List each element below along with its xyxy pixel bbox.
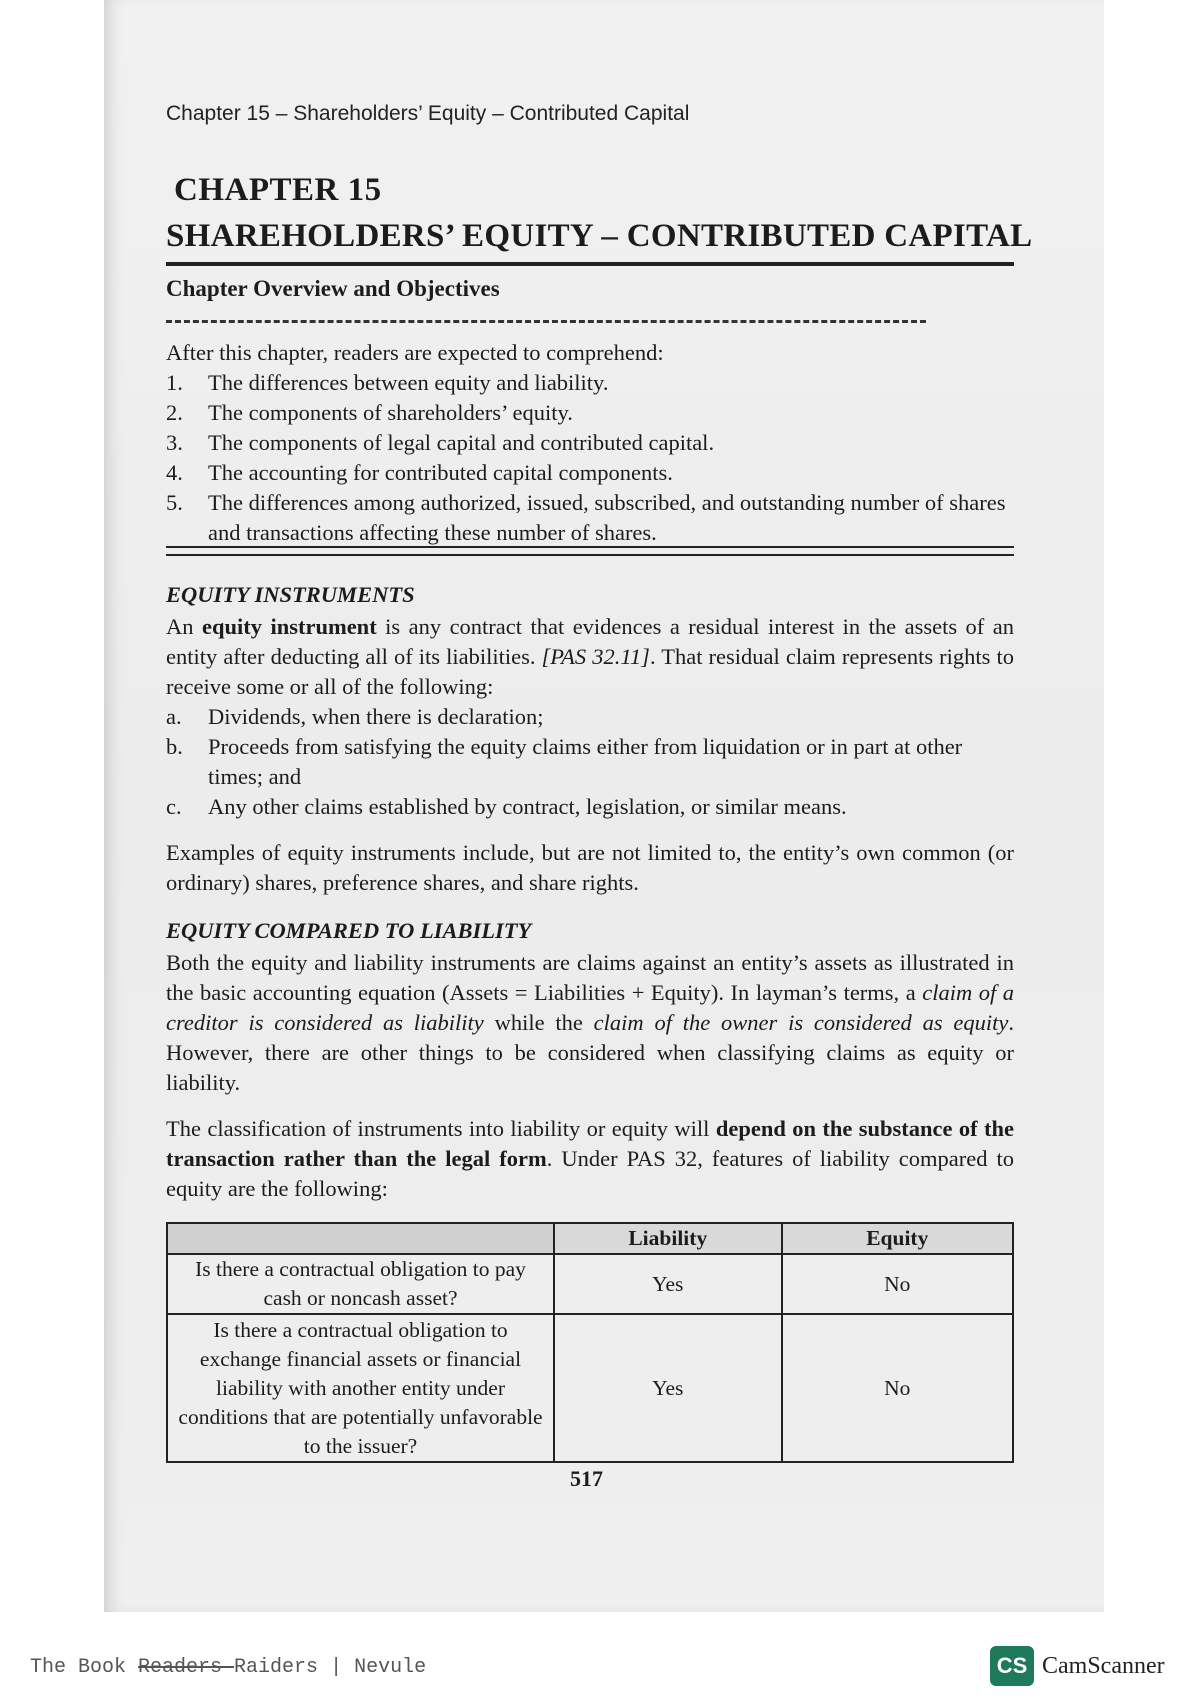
- overview-end-rule: [166, 546, 1014, 556]
- equity-vs-liability-paragraph: Both the equity and liability instruments are claims against an entity’s assets as illustrated in the basic accounting equation (Assets = Liabilities + Equity). In layman’s terms, a claim of a creditor is considered as liability while the claim of the owner is considered as equity. However, there are other things to be considered when classifying claims as equity or liability.: [166, 950, 1014, 1095]
- section-heading-equity-vs-liability: EQUITY COMPARED TO LIABILITY: [166, 918, 532, 943]
- camscanner-brand-name: CamScanner: [1042, 1652, 1165, 1679]
- classification-paragraph: The classification of instruments into liability or equity will depend on the substance of the transaction rather than the legal form. Under PAS 32, features of liability compared to equity are the following:: [166, 1116, 1014, 1201]
- list-item: 2. The components of shareholders’ equity.: [166, 400, 573, 425]
- objectives-list: [166, 368, 1014, 548]
- dashed-divider: [166, 320, 926, 323]
- table-row: [167, 1254, 1013, 1314]
- title-rule: [166, 262, 1014, 266]
- residual-claim-list: [166, 702, 1014, 822]
- table-row: [167, 1314, 1013, 1462]
- table-cell-question: Is there a contractual obligation to exchange financial assets or financial liability with another entity under conditions that are potentially unfavorable to the issuer?: [167, 1314, 554, 1462]
- list-item: 3. The components of legal capital and contributed capital.: [166, 430, 715, 455]
- chapter-number: CHAPTER 15: [174, 172, 382, 208]
- liability-vs-equity-table: [166, 1222, 1014, 1463]
- list-item: a. Dividends, when there is declaration;: [166, 704, 544, 729]
- equity-examples-paragraph: Examples of equity instruments include, but are not limited to, the entity’s own common (or ordinary) shares, preference shares, and share rights.: [166, 840, 1014, 895]
- page-number: 517: [570, 1466, 603, 1491]
- table-cell-liability: Yes: [554, 1254, 782, 1314]
- camscanner-logo-icon: CS: [990, 1646, 1034, 1686]
- chapter-title: SHAREHOLDERS’ EQUITY – CONTRIBUTED CAPITAL: [166, 218, 1033, 254]
- list-item: 4. The accounting for contributed capital components.: [166, 460, 673, 485]
- table-header-row: [167, 1223, 1013, 1254]
- list-item: 5. The differences among authorized, issued, subscribed, and outstanding number of shares and transactions affecting these number of shares.: [166, 490, 1006, 545]
- running-head: Chapter 15 – Shareholders’ Equity – Contributed Capital: [166, 102, 690, 125]
- overview-intro: After this chapter, readers are expected to comprehend:: [166, 340, 664, 365]
- table-header-liability: Liability: [554, 1223, 782, 1254]
- overview-heading: Chapter Overview and Objectives: [166, 276, 500, 301]
- table-cell-equity: No: [782, 1254, 1013, 1314]
- list-item: c. Any other claims established by contract, legislation, or similar means.: [166, 794, 847, 819]
- footer-credit: The Book Readers Raiders | Nevule: [30, 1656, 427, 1679]
- camscanner-watermark: [990, 1646, 1165, 1686]
- section-heading-equity-instruments: EQUITY INSTRUMENTS: [166, 582, 415, 607]
- table-header-blank: [167, 1223, 554, 1254]
- table-cell-equity: No: [782, 1314, 1013, 1462]
- table-cell-liability: Yes: [554, 1314, 782, 1462]
- list-item: 1. The differences between equity and liability.: [166, 370, 609, 395]
- list-item: b. Proceeds from satisfying the equity claims either from liquidation or in part at other times; and: [166, 734, 963, 789]
- table-cell-question: Is there a contractual obligation to pay cash or noncash asset?: [167, 1254, 554, 1314]
- equity-instrument-definition: An equity instrument is any contract that evidences a residual interest in the assets of an entity after deducting all of its liabilities. [PAS 32.11]. That residual claim represents rights to receive some or all of the following:: [166, 614, 1014, 699]
- table-header-equity: Equity: [782, 1223, 1013, 1254]
